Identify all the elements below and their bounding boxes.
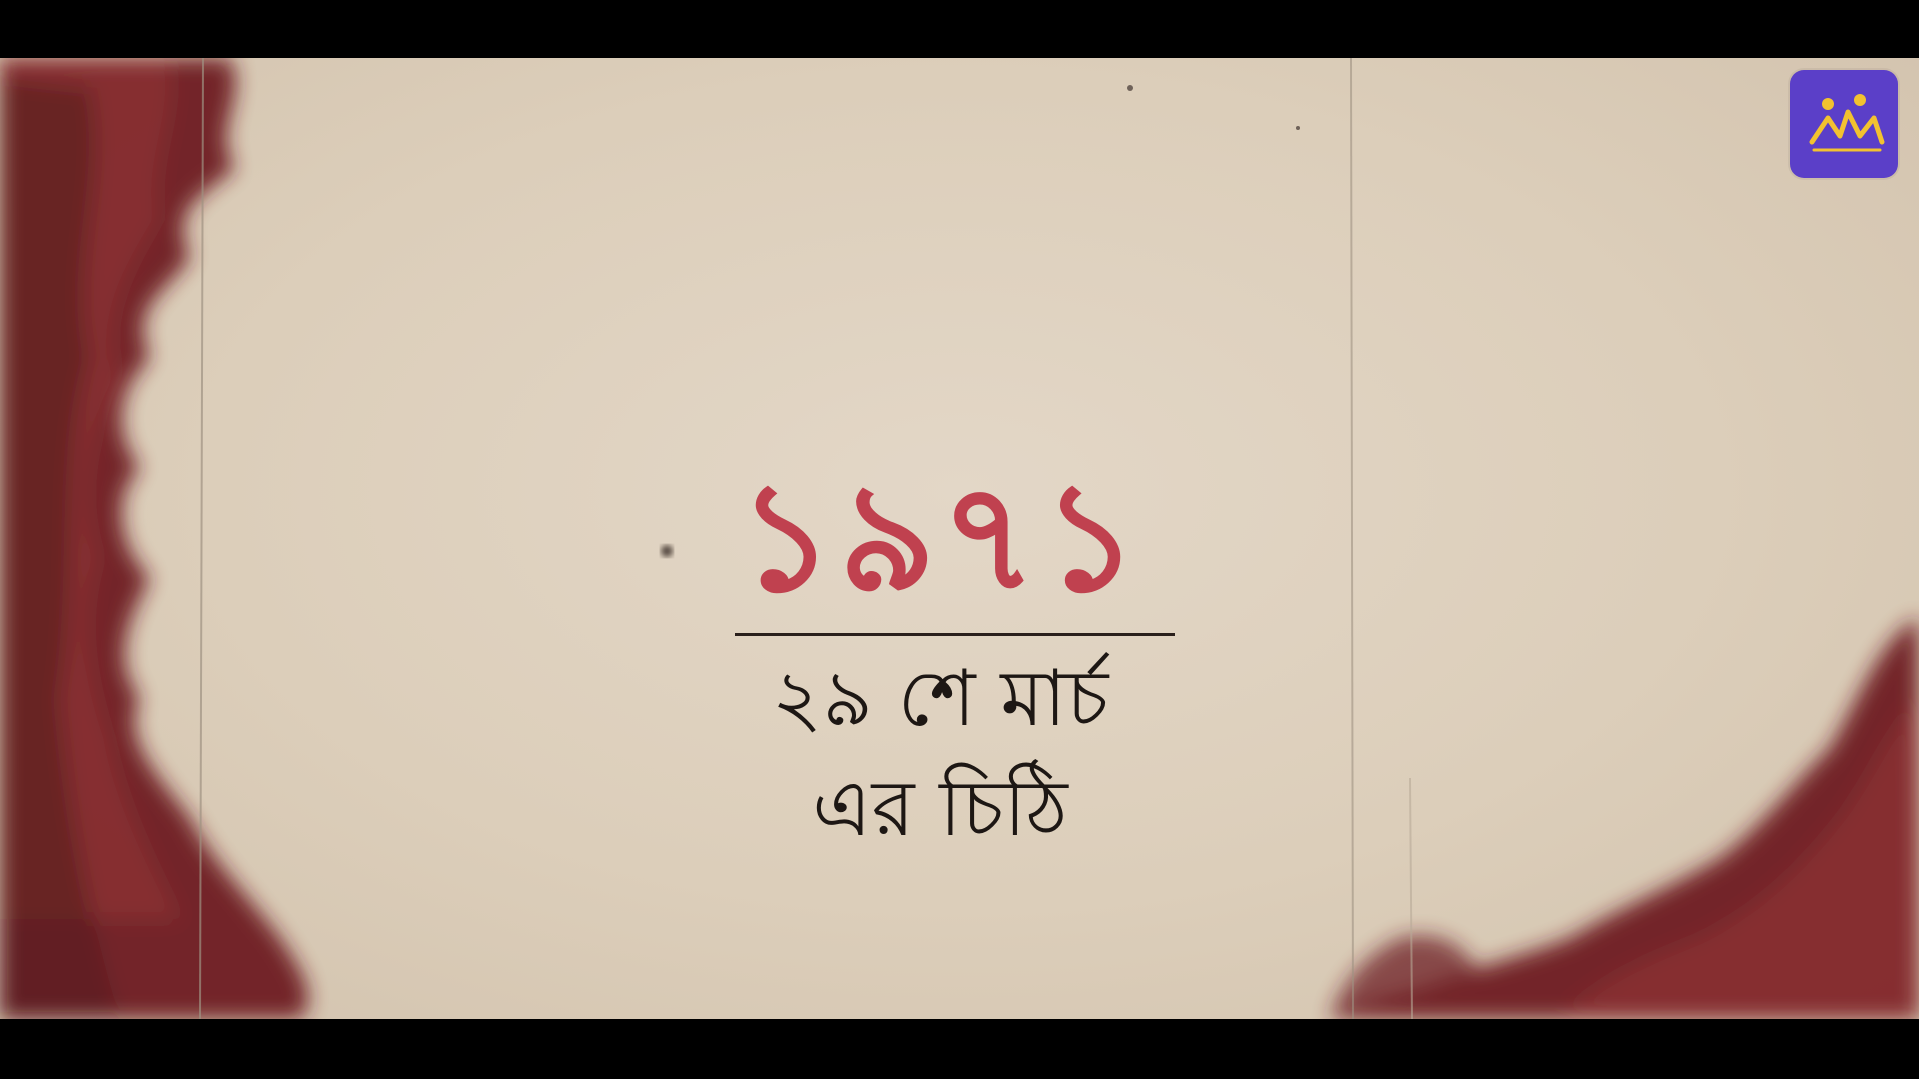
letterbox-top: [0, 0, 1919, 58]
dust-speck: [1296, 126, 1300, 130]
letterbox-bottom: [0, 1019, 1919, 1079]
title-card: [700, 448, 1180, 878]
right-stain: [1330, 618, 1919, 1019]
title-year: ১৯৭১: [737, 451, 1143, 625]
video-frame[interactable]: [0, 58, 1919, 1019]
logo-mark-icon: [1790, 70, 1898, 178]
scratch-line-right: [1351, 58, 1353, 1019]
title-divider: [735, 633, 1175, 636]
dust-speck: [661, 545, 673, 557]
dust-speck: [1127, 85, 1133, 91]
title-date: ২৯ শে মার্চ: [771, 654, 1109, 744]
left-stain: [0, 58, 308, 1019]
title-suffix: এর চিঠি: [812, 764, 1068, 854]
channel-logo-icon[interactable]: [1790, 70, 1898, 178]
